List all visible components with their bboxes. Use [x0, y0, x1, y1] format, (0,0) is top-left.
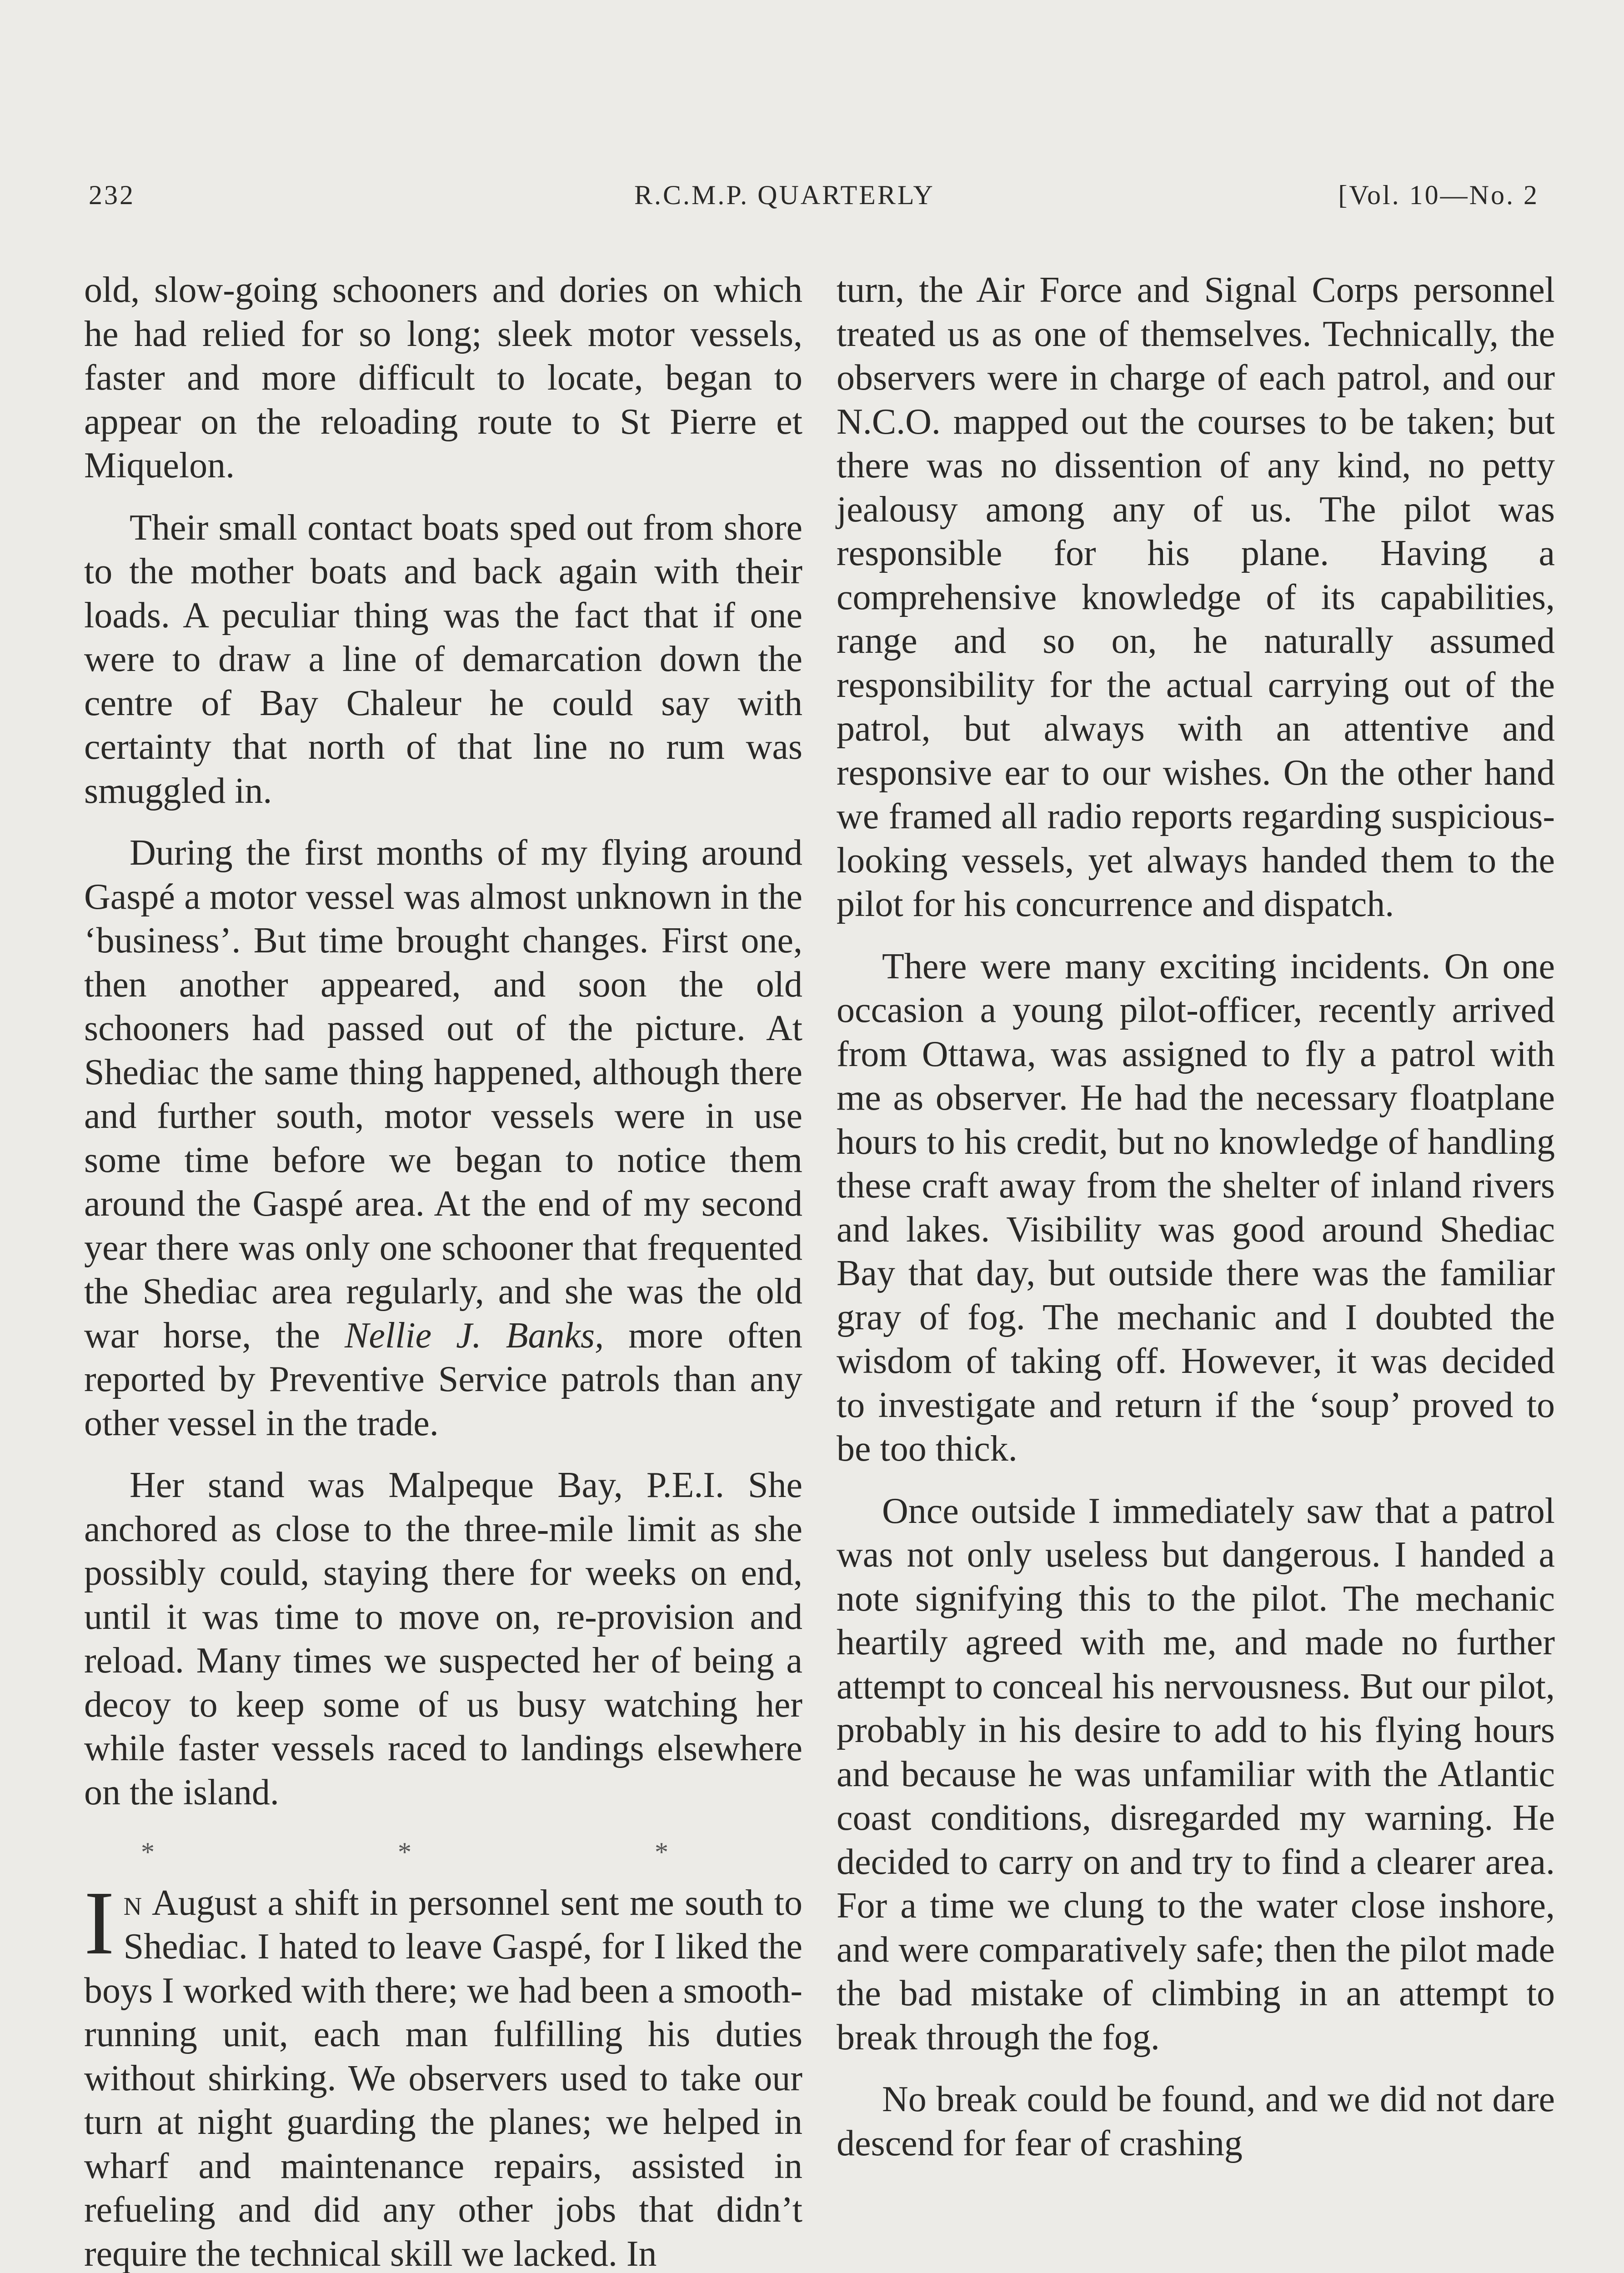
running-header	[84, 180, 1539, 220]
paragraph: Their small contact boats sped out from shore to the mother boats and back again with their loads. A peculiar thing was the fact that if one were to draw a line of demarcation down the centre of Bay Chaleur he could say with certainty that north of that line no rum was smuggled in.	[84, 507, 802, 811]
paragraph: No break could be found, and we did not dare descend for fear of crashing	[837, 2079, 1555, 2163]
paragraph	[84, 831, 802, 1445]
journal-title: R.C.M.P. QUARTERLY	[634, 180, 935, 210]
paragraph: There were many exciting incidents. On one occasion a young pilot-officer, recently arrived from Ottawa, was assigned to fly a patrol with me as observer. He had the necessary floatplane hours to his credit, but no knowledge of handling these craft away from the shelter of inland rivers and lakes. Visibility was good around Shediac Bay that day, but outside there was the familiar gray of fog. The mechanic and I doubted the wisdom of taking off. However, it was decided to investigate and return if the ‘soup’ proved to be too thick.	[837, 946, 1555, 1469]
paragraph: Once outside I immediately saw that a patrol was not only useless but dangerous. I handed a note signifying this to the pilot. The mechanic heartily agreed with me, and made no further attempt to conceal his nervousness. But our pilot, probably in his desire to add to his flying hours and because he was unfamiliar with the Atlantic coast conditions, disregarded my warning. He decided to carry on and try to find a clearer area. For a time we clung to the water close inshore, and were comparatively safe; then the pilot made the bad mistake of climbing in an attempt to break through the fog.	[837, 1491, 1555, 2058]
paragraph-text: August a shift in personnel sent me south to Shediac. I hated to leave Gaspé, for I liked the boys I worked with there; we had been a smooth-running unit, each man fulfilling his duties without shirking. We observers used to take our turn at night guarding the planes; we helped in wharf and maintenance repairs, assisted in refueling and did any other jobs that didn’t require the technical skill we lacked. In	[84, 1882, 802, 2273]
paragraph: turn, the Air Force and Signal Corps personnel treated us as one of themselves. Technically, the observers were in charge of each patrol, and our N.C.O. mapped out the courses to be taken; but there was no dissention of any kind, no petty jealousy among any of us. The pilot was responsible for his plane. Having a comprehensive knowledge of its capabilities, range and so on, he naturally assumed responsibility for the actual carrying out of the patrol, but always with an attentive and responsive ear to our wishes. On the other hand we framed all radio reports regarding suspicious-looking vessels, yet always handed them to the pilot for his concurrence and dispatch.	[837, 270, 1555, 924]
small-caps-lead: n	[123, 1882, 144, 1923]
paragraph: Her stand was Malpeque Bay, P.E.I. She anchored as close to the three-mile limit as she possibly could, staying there for weeks on end, until it was time to move on, re-provision and reload. Many times we suspected her of being a decoy to keep some of us busy watching her while faster vessels raced to landings elsewhere on the island.	[84, 1465, 802, 1812]
paragraph: old, slow-going schooners and dories on which he had relied for so long; sleek motor vessels, faster and more difficult to locate, began to appear on the reloading route to St Pierre et Miquelon.	[84, 270, 802, 486]
volume-issue: [Vol. 10—No. 2	[1338, 180, 1539, 210]
page-number: 232	[89, 180, 135, 210]
paragraph-text: more often reported by Preventive Service patrols than any other vessel in the trade.	[84, 1315, 803, 1443]
section-separator: * * *	[141, 1837, 787, 1867]
ship-name: Nellie J. Banks,	[345, 1315, 604, 1356]
right-column	[837, 268, 1555, 2165]
paragraph-text: During the first months of my flying around Gaspé a motor vessel was almost unknown in the ‘business’. But time brought changes. First one, then another appeared, and soon the old schooners had passed out of the picture. At Shediac the same thing happened, although there and further south, motor vessels were in use some time before we began to notice them around the Gaspé area. At the end of my second year there was only one schooner that frequented the Shediac area regularly, and she was the old war horse, the	[84, 833, 802, 1356]
drop-cap: I	[84, 1872, 115, 1973]
paragraph	[84, 1872, 802, 2273]
left-column	[84, 268, 802, 2273]
